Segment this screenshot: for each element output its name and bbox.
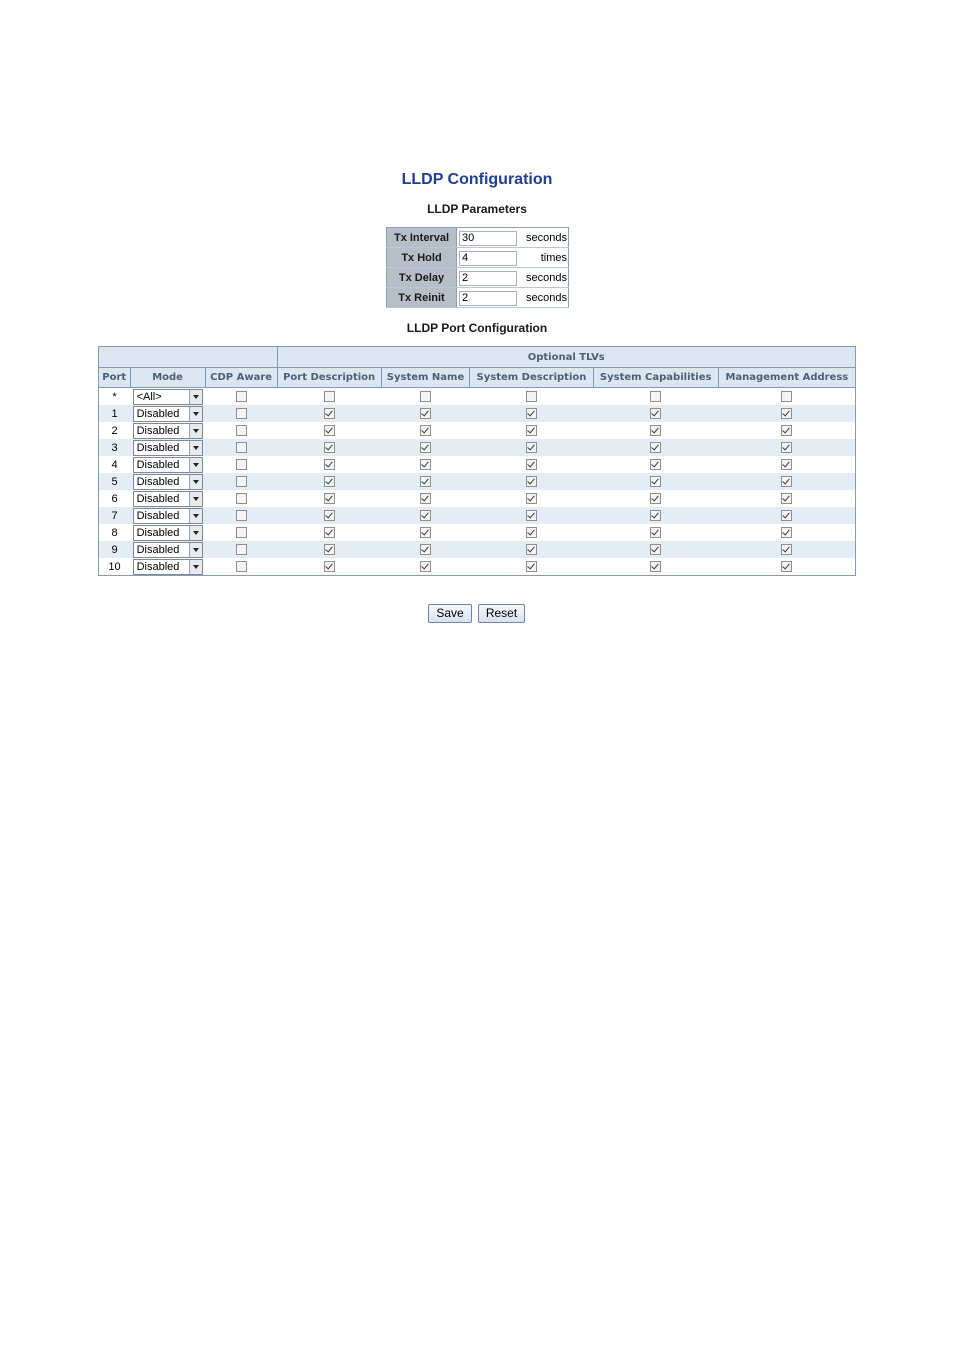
port-number: 6: [99, 490, 131, 507]
chevron-down-icon: [189, 424, 202, 438]
management-address-checkbox[interactable]: [781, 493, 792, 504]
reset-button[interactable]: Reset: [478, 604, 525, 623]
mode-select-value: <All>: [136, 390, 162, 403]
table-row: [99, 490, 856, 507]
management-address-checkbox[interactable]: [781, 476, 792, 487]
port-description-checkbox[interactable]: [324, 544, 335, 555]
port-description-checkbox[interactable]: [324, 442, 335, 453]
system-name-checkbox[interactable]: [420, 561, 431, 572]
system-description-checkbox[interactable]: [526, 459, 537, 470]
cdp-aware-checkbox[interactable]: [236, 442, 247, 453]
cdp-aware-checkbox[interactable]: [236, 459, 247, 470]
port-description-checkbox[interactable]: [324, 408, 335, 419]
mode-select-value: Disabled: [136, 543, 180, 556]
cdp-aware-checkbox[interactable]: [236, 493, 247, 504]
system-name-checkbox[interactable]: [420, 510, 431, 521]
param-unit: seconds: [519, 228, 569, 248]
col-header-system-description: System Description: [470, 368, 593, 388]
col-header-port-description: Port Description: [277, 368, 381, 388]
system-capabilities-checkbox[interactable]: [650, 408, 661, 419]
port-description-checkbox[interactable]: [324, 527, 335, 538]
system-description-checkbox[interactable]: [526, 561, 537, 572]
chevron-down-icon: [189, 441, 202, 455]
port-number: 9: [99, 541, 131, 558]
system-capabilities-checkbox[interactable]: [650, 425, 661, 436]
system-name-checkbox[interactable]: [420, 493, 431, 504]
group-header-empty: [99, 347, 278, 368]
page-title: LLDP Configuration: [401, 171, 553, 188]
cdp-aware-checkbox[interactable]: [236, 408, 247, 419]
port-description-checkbox[interactable]: [324, 493, 335, 504]
mode-select-value: Disabled: [136, 407, 180, 420]
mode-select[interactable]: [133, 542, 203, 558]
param-row-tx-delay: [387, 268, 569, 288]
lldp-parameters-table: [386, 227, 569, 308]
param-unit: times: [519, 248, 569, 268]
param-label: Tx Hold: [387, 248, 457, 268]
management-address-checkbox[interactable]: [781, 442, 792, 453]
system-capabilities-checkbox[interactable]: [650, 442, 661, 453]
table-row: [99, 405, 856, 422]
col-header-port: Port: [99, 368, 131, 388]
optional-tlvs-header: Optional TLVs: [277, 347, 856, 368]
system-name-checkbox[interactable]: [420, 425, 431, 436]
port-description-checkbox[interactable]: [324, 391, 335, 402]
table-row: [99, 541, 856, 558]
system-capabilities-checkbox[interactable]: [650, 561, 661, 572]
port-number: 3: [99, 439, 131, 456]
cdp-aware-checkbox[interactable]: [236, 425, 247, 436]
chevron-down-icon: [189, 526, 202, 540]
param-row-tx-reinit: [387, 288, 569, 308]
chevron-down-icon: [189, 390, 202, 404]
port-number: 10: [99, 558, 131, 576]
port-description-checkbox[interactable]: [324, 510, 335, 521]
port-description-checkbox[interactable]: [324, 476, 335, 487]
mode-select-value: Disabled: [136, 560, 180, 573]
cdp-aware-checkbox[interactable]: [236, 391, 247, 402]
table-row: [99, 439, 856, 456]
table-row: [99, 507, 856, 524]
table-row-all: [99, 388, 856, 406]
mode-select[interactable]: [133, 508, 203, 524]
port-number: 8: [99, 524, 131, 541]
system-name-checkbox[interactable]: [420, 476, 431, 487]
system-description-checkbox[interactable]: [526, 425, 537, 436]
table-row: [99, 558, 856, 576]
tx-hold-input[interactable]: [459, 251, 517, 266]
port-description-checkbox[interactable]: [324, 425, 335, 436]
param-row-tx-hold: [387, 248, 569, 268]
param-label: Tx Reinit: [387, 288, 457, 308]
group-header-row: [99, 347, 856, 368]
table-row: [99, 456, 856, 473]
mode-select-all[interactable]: [133, 389, 203, 405]
cdp-aware-checkbox[interactable]: [236, 510, 247, 521]
cdp-aware-checkbox[interactable]: [236, 561, 247, 572]
col-header-management-address: Management Address: [718, 368, 855, 388]
tx-interval-input[interactable]: [459, 231, 517, 246]
col-header-system-name: System Name: [381, 368, 470, 388]
mode-select-value: Disabled: [136, 424, 180, 437]
system-name-checkbox[interactable]: [420, 544, 431, 555]
mode-select[interactable]: [133, 440, 203, 456]
system-description-checkbox[interactable]: [526, 493, 537, 504]
system-capabilities-checkbox[interactable]: [650, 527, 661, 538]
system-capabilities-checkbox[interactable]: [650, 476, 661, 487]
mode-select[interactable]: [133, 423, 203, 439]
lldp-port-config-table: [98, 346, 856, 576]
table-row: [99, 524, 856, 541]
chevron-down-icon: [189, 509, 202, 523]
management-address-checkbox[interactable]: [781, 425, 792, 436]
mode-select-value: Disabled: [136, 475, 180, 488]
chevron-down-icon: [189, 560, 202, 574]
management-address-checkbox[interactable]: [781, 459, 792, 470]
mode-select-value: Disabled: [136, 441, 180, 454]
mode-select[interactable]: [133, 457, 203, 473]
system-description-checkbox[interactable]: [526, 527, 537, 538]
mode-select[interactable]: [133, 406, 203, 422]
table-row: [99, 473, 856, 490]
chevron-down-icon: [189, 407, 202, 421]
system-description-checkbox[interactable]: [526, 510, 537, 521]
port-number: 2: [99, 422, 131, 439]
system-name-checkbox[interactable]: [420, 442, 431, 453]
chevron-down-icon: [189, 543, 202, 557]
cdp-aware-checkbox[interactable]: [236, 544, 247, 555]
port-description-checkbox[interactable]: [324, 459, 335, 470]
param-unit: seconds: [519, 288, 569, 308]
system-name-checkbox[interactable]: [420, 408, 431, 419]
system-capabilities-checkbox[interactable]: [650, 510, 661, 521]
mode-select[interactable]: [133, 525, 203, 541]
system-capabilities-checkbox[interactable]: [650, 391, 661, 402]
mode-select-value: Disabled: [136, 526, 180, 539]
management-address-checkbox[interactable]: [781, 527, 792, 538]
system-capabilities-checkbox[interactable]: [650, 459, 661, 470]
system-name-checkbox[interactable]: [420, 527, 431, 538]
port-number: 4: [99, 456, 131, 473]
col-header-mode: Mode: [130, 368, 205, 388]
col-header-system-capabilities: System Capabilities: [593, 368, 718, 388]
management-address-checkbox[interactable]: [781, 561, 792, 572]
mode-select[interactable]: [133, 491, 203, 507]
param-unit: seconds: [519, 268, 569, 288]
system-description-checkbox[interactable]: [526, 476, 537, 487]
mode-select-value: Disabled: [136, 458, 180, 471]
mode-select[interactable]: [133, 474, 203, 490]
port-number: 7: [99, 507, 131, 524]
system-description-checkbox[interactable]: [526, 391, 537, 402]
system-capabilities-checkbox[interactable]: [650, 493, 661, 504]
param-row-tx-interval: [387, 228, 569, 248]
port-number: *: [99, 388, 131, 406]
port-number: 5: [99, 473, 131, 490]
tx-reinit-input[interactable]: [459, 291, 517, 306]
management-address-checkbox[interactable]: [781, 391, 792, 402]
column-header-row: [99, 368, 856, 388]
mode-select-value: Disabled: [136, 492, 180, 505]
system-description-checkbox[interactable]: [526, 544, 537, 555]
management-address-checkbox[interactable]: [781, 544, 792, 555]
table-row: [99, 422, 856, 439]
port-config-title: LLDP Port Configuration: [406, 321, 548, 335]
port-description-checkbox[interactable]: [324, 561, 335, 572]
save-button[interactable]: Save: [428, 604, 472, 623]
system-name-checkbox[interactable]: [420, 391, 431, 402]
system-capabilities-checkbox[interactable]: [650, 544, 661, 555]
management-address-checkbox[interactable]: [781, 408, 792, 419]
management-address-checkbox[interactable]: [781, 510, 792, 521]
params-title: LLDP Parameters: [427, 202, 527, 216]
col-header-cdp-aware: CDP Aware: [205, 368, 277, 388]
chevron-down-icon: [189, 492, 202, 506]
cdp-aware-checkbox[interactable]: [236, 476, 247, 487]
system-description-checkbox[interactable]: [526, 408, 537, 419]
chevron-down-icon: [189, 458, 202, 472]
param-label: Tx Delay: [387, 268, 457, 288]
param-label: Tx Interval: [387, 228, 457, 248]
chevron-down-icon: [189, 475, 202, 489]
tx-delay-input[interactable]: [459, 271, 517, 286]
cdp-aware-checkbox[interactable]: [236, 527, 247, 538]
port-number: 1: [99, 405, 131, 422]
system-description-checkbox[interactable]: [526, 442, 537, 453]
system-name-checkbox[interactable]: [420, 459, 431, 470]
mode-select-value: Disabled: [136, 509, 180, 522]
mode-select[interactable]: [133, 559, 203, 575]
